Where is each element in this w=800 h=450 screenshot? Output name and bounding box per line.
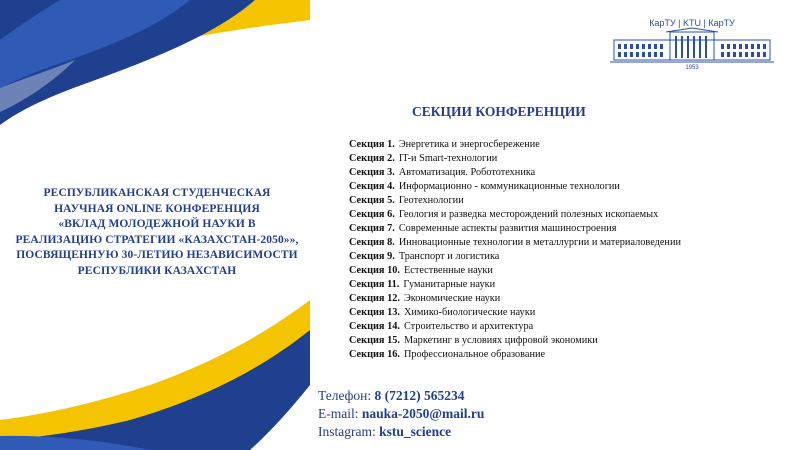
- phone-number[interactable]: 8 (7212) 565234: [374, 388, 465, 403]
- section-label: Секция 3.: [349, 167, 395, 178]
- section-row: [349, 348, 769, 362]
- section-name: Строительство и архитектура: [403, 321, 534, 332]
- email-label: E-mail:: [318, 406, 359, 421]
- section-label: Секция 9.: [349, 251, 395, 262]
- conference-title-line: «ВКЛАД МОЛОДЕЖНОЙ НАУКИ В: [58, 218, 256, 230]
- section-name: Энергетика и энергосбережение: [398, 139, 540, 150]
- section-label: Секция 13.: [349, 307, 400, 318]
- contacts: [318, 387, 618, 441]
- conference-title-line: РЕСПУБЛИКИ КАЗАХСТАН: [77, 264, 237, 277]
- section-row: [349, 222, 769, 236]
- conference-title-line: ПОСВЯЩЕННУЮ 30-ЛЕТИЮ НЕЗАВИСИМОСТИ: [16, 249, 298, 261]
- section-label: Секция 12.: [349, 293, 400, 304]
- section-label: Секция 6.: [349, 209, 395, 220]
- section-label: Секция 11.: [349, 279, 400, 290]
- phone-line: [318, 387, 618, 405]
- section-label: Секция 7.: [349, 223, 395, 234]
- email-line: [318, 405, 618, 423]
- logo-text: КарТУ | KTU | КарТУ: [649, 18, 735, 28]
- section-row: [349, 194, 769, 208]
- section-row: [349, 236, 769, 250]
- section-row: [349, 306, 769, 320]
- section-label: Секция 15.: [349, 335, 400, 346]
- instagram-label: Instagram:: [318, 424, 376, 439]
- section-label: Секция 10.: [349, 265, 400, 276]
- section-label: Секция 5.: [349, 195, 395, 206]
- instagram-line: [318, 423, 618, 441]
- section-name: Экономические науки: [403, 293, 501, 304]
- conference-title-line: РЕАЛИЗАЦИЮ СТРАТЕГИИ «КАЗАХСТАН-2050»»,: [15, 233, 299, 246]
- conference-title-line: НАУЧНАЯ ONLINE КОНФЕРЕНЦИЯ: [54, 202, 260, 215]
- section-row: [349, 334, 769, 348]
- section-label: Секция 1.: [349, 139, 395, 150]
- decorative-panel: [0, 0, 310, 450]
- section-name: Гуманитарные науки: [403, 279, 496, 290]
- university-logo: [608, 18, 776, 76]
- conference-title: [12, 186, 302, 279]
- section-name: Профессиональное образование: [403, 349, 546, 360]
- section-row: [349, 138, 769, 152]
- section-row: [349, 278, 769, 292]
- instagram-handle[interactable]: kstu_science: [379, 424, 452, 439]
- section-name: Химико-биологические науки: [403, 307, 536, 318]
- section-row: [349, 264, 769, 278]
- section-label: Секция 14.: [349, 321, 400, 332]
- section-row: [349, 180, 769, 194]
- email-link[interactable]: nauka-2050@mail.ru: [361, 406, 485, 421]
- section-row: [349, 292, 769, 306]
- section-row: [349, 320, 769, 334]
- section-name: IT-и Smart-технологии: [398, 153, 498, 164]
- section-row: [349, 152, 769, 166]
- section-name: Автоматизация. Робототехника: [398, 167, 536, 178]
- section-name: Инновационные технологии в металлургии и материаловедении: [398, 237, 681, 248]
- sections-heading: СЕКЦИИ КОНФЕРЕНЦИИ: [412, 104, 586, 119]
- section-row: [349, 208, 769, 222]
- phone-label: Телефон:: [318, 388, 372, 403]
- section-list: [349, 138, 769, 362]
- section-label: Секция 16.: [349, 349, 400, 360]
- conference-title-line: РЕСПУБЛИКАНСКАЯ СТУДЕНЧЕСКАЯ: [43, 187, 271, 199]
- section-label: Секция 8.: [349, 237, 395, 248]
- section-label: Секция 4.: [349, 181, 395, 192]
- logo-year: 1953: [685, 65, 699, 71]
- section-row: [349, 250, 769, 264]
- section-name: Информационно - коммуникационные технологии: [398, 181, 620, 192]
- section-row: [349, 166, 769, 180]
- section-name: Маркетинг в условиях цифровой экономики: [403, 335, 598, 346]
- section-name: Современные аспекты развития машиностроения: [398, 223, 617, 234]
- section-name: Транспорт и логистика: [398, 251, 500, 262]
- section-name: Геотехнологии: [398, 195, 464, 206]
- section-name: Естественные науки: [403, 265, 493, 276]
- section-label: Секция 2.: [349, 153, 395, 164]
- section-name: Геология и разведка месторождений полезных ископаемых: [398, 209, 659, 220]
